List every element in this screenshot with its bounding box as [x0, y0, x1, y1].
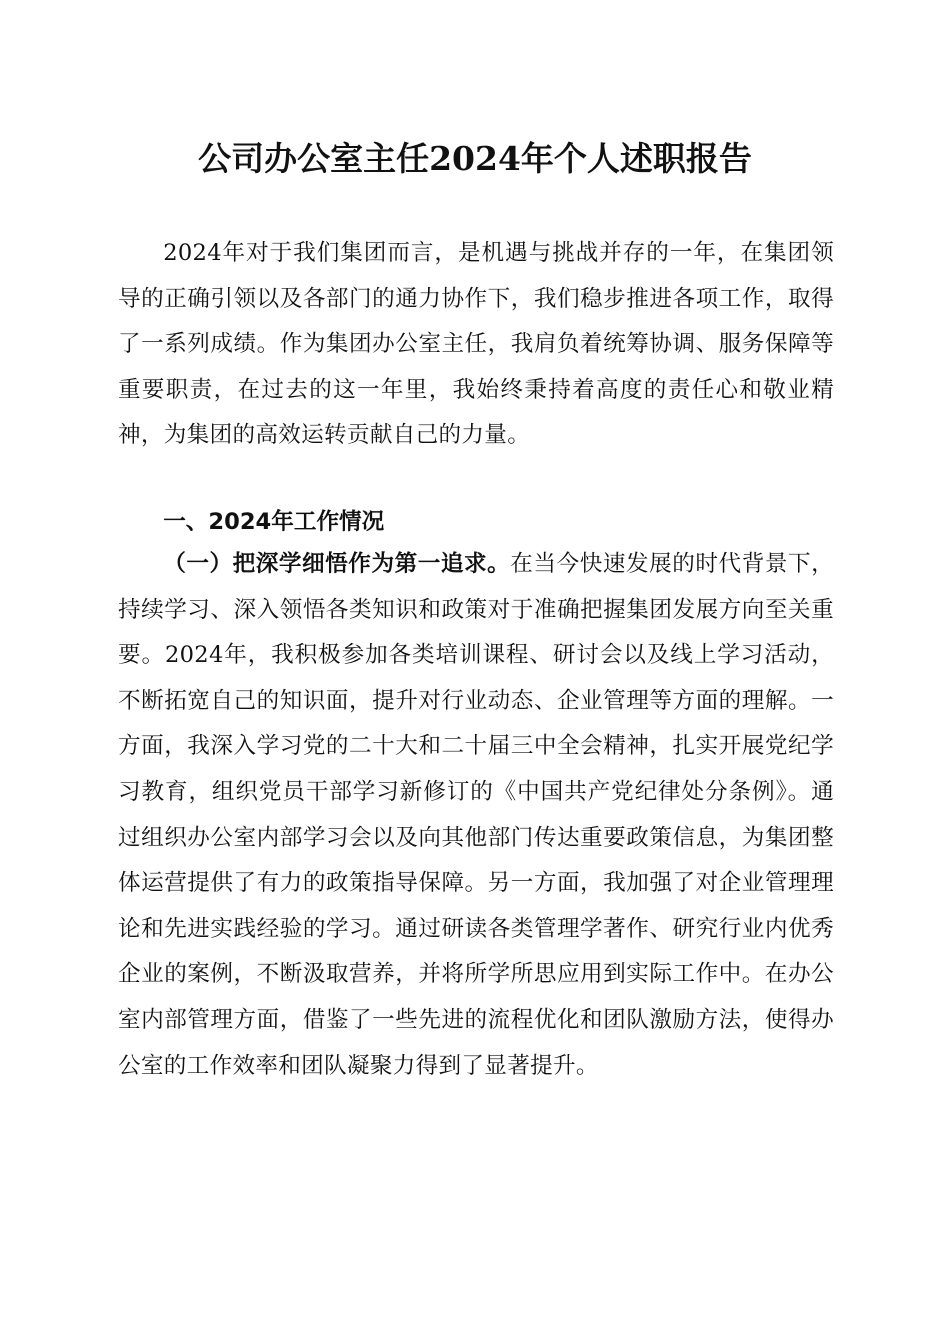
subsection-lead: （一）把深学细悟作为第一追求。	[163, 551, 511, 577]
subsection-paragraph	[118, 542, 834, 1089]
intro-paragraph: 2024年对于我们集团而言，是机遇与挑战并存的一年，在集团领导的正确引领以及各部门的通力协作下，我们稳步推进各项工作，取得了一系列成绩。作为集团办公室主任，我肩负着统筹协调、服务保障等重要职责，在过去的这一年里，我始终秉持着高度的责任心和敬业精神，为集团的高效运转贡献自己的力量。	[118, 240, 834, 449]
subsection-body: 在当今快速发展的时代背景下，持续学习、深入领悟各类知识和政策对于准确把握集团发展方向至关重要。2024年，我积极参加各类培训课程、研讨会以及线上学习活动，不断拓宽自己的知识面，提升对行业动态、企业管理等方面的理解。一方面，我深入学习党的二十大和二十届三中全会精神，扎实开展党纪学习教育，组织党员干部学习新修订的《中国共产党纪律处分条例》。通过组织办公室内部学习会以及向其他部门传达重要政策信息，为集团整体运营提供了有力的政策指导保障。另一方面，我加强了对企业管理理论和先进实践经验的学习。通过研读各类管理学著作、研究行业内优秀企业的案例，不断汲取营养，并将所学所思应用到实际工作中。在办公室内部管理方面，借鉴了一些先进的流程优化和团队激励方法，使得办公室的工作效率和团队凝聚力得到了显著提升。	[118, 551, 835, 1079]
document-title: 公司办公室主任2024年个人述职报告	[198, 139, 752, 178]
section-heading: 一、2024年工作情况	[163, 509, 385, 535]
